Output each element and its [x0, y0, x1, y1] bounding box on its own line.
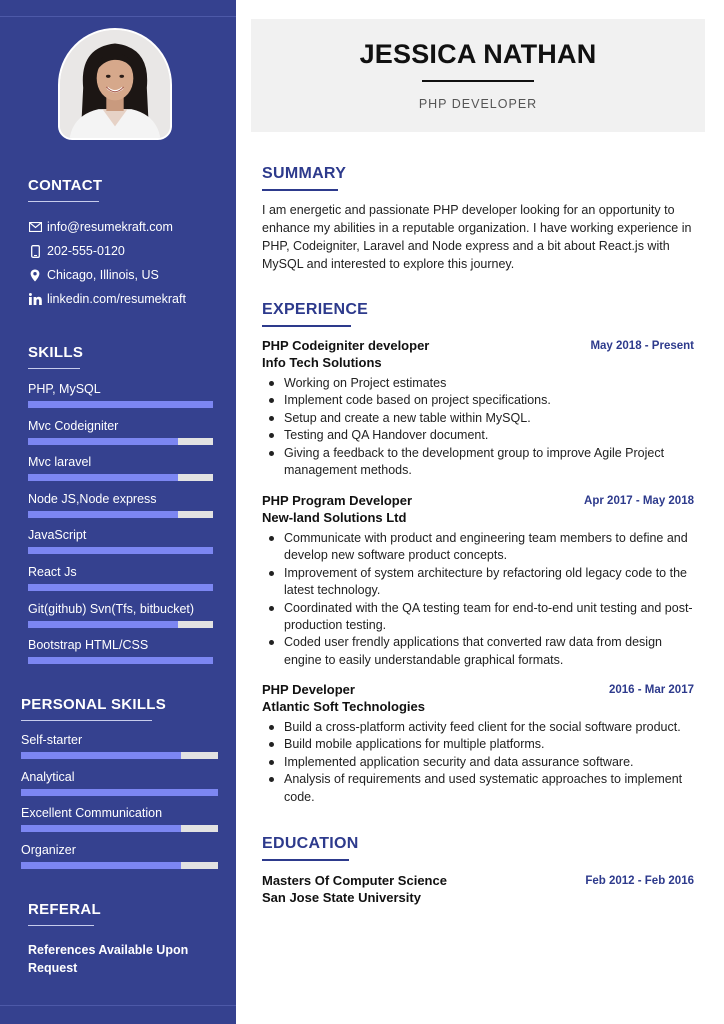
summary-heading: SUMMARY	[262, 165, 347, 182]
skill-bar-fill	[21, 862, 181, 869]
list-item: Communicate with product and engineering team members to define and develop new software product concepts.	[266, 530, 698, 565]
job-date: 2016 - Mar 2017	[608, 684, 694, 696]
job-title: PHP Codeigniter developer	[262, 338, 430, 353]
list-item: Coordinated with the QA testing team for end-to-end unit testing and post-production testing.	[266, 600, 698, 635]
list-item: Coded user frendly applications that converted raw data from design engine to easily understandable graphical formats.	[266, 634, 698, 669]
skill-bar	[28, 438, 213, 445]
skill-label: Mvc Codeigniter	[28, 418, 119, 433]
contact-phone-text: 202-555-0120	[47, 244, 125, 258]
list-item: Testing and QA Handover document.	[266, 427, 698, 444]
list-item: Build mobile applications for multiple platforms.	[266, 736, 698, 753]
summary-text: I am energetic and passionate PHP developer looking for an opportunity to enhance my abilities in a reputable organization. I have working experience in PHP, Codeigniter, Laravel and Node express and a bit about React.js with MySQL and interested to explore this journey.	[262, 203, 692, 271]
name-divider	[422, 80, 534, 82]
skill-bar-fill	[28, 474, 178, 481]
contact-email[interactable]	[28, 218, 173, 236]
skill-bar-fill	[21, 789, 218, 796]
skill-label: React Js	[28, 565, 77, 579]
contact-location-text: Chicago, Illinois, US	[47, 268, 159, 282]
job-bullets	[266, 530, 698, 669]
skill-label: Git(github) Svn(Tfs, bitbucket)	[28, 601, 195, 616]
experience-heading-underline	[262, 325, 351, 327]
skill-bar	[28, 584, 213, 591]
location-icon	[28, 268, 42, 282]
skill-label: Self-starter	[21, 733, 83, 747]
job-bullets	[266, 719, 698, 806]
skill-bar	[28, 401, 213, 408]
contact-linkedin[interactable]	[28, 290, 186, 308]
email-icon	[28, 220, 42, 234]
linkedin-icon	[28, 292, 42, 306]
list-item: Analysis of requirements and used systematic approaches to implement code.	[266, 771, 698, 806]
contact-email-text: info@resumekraft.com	[47, 220, 173, 234]
skill-label: Analytical	[21, 769, 75, 784]
skill-bar	[28, 657, 213, 664]
personal-skills-heading-underline	[21, 720, 152, 721]
skills-heading: SKILLS	[28, 344, 84, 361]
skill-bar	[28, 621, 213, 628]
job-title: PHP Developer	[262, 682, 355, 697]
candidate-role: PHP DEVELOPER	[418, 97, 538, 111]
education-heading: EDUCATION	[262, 835, 359, 852]
experience-heading: EXPERIENCE	[262, 301, 369, 318]
skills-heading-underline	[28, 368, 80, 369]
education-degree: Masters Of Computer Science	[262, 873, 447, 888]
education-date: Feb 2012 - Feb 2016	[585, 875, 694, 887]
candidate-name: JESSICA NATHAN	[359, 39, 597, 69]
skill-bar-fill	[28, 438, 178, 445]
skill-bar-fill	[21, 825, 181, 832]
summary-heading-underline	[262, 189, 338, 191]
skill-bar	[28, 547, 213, 554]
skill-label: Mvc laravel	[28, 455, 92, 470]
list-item: Implement code based on project specifications.	[266, 392, 698, 409]
job-date: May 2018 - Present	[590, 340, 694, 352]
skill-bar-fill	[28, 584, 213, 591]
contact-location	[28, 266, 159, 284]
skill-bar	[21, 862, 218, 869]
personal-skills-heading: PERSONAL SKILLS	[21, 696, 167, 713]
sidebar	[0, 0, 236, 1024]
skill-bar	[21, 825, 218, 832]
skill-label: PHP, MySQL	[28, 382, 101, 396]
skill-bar	[28, 511, 213, 518]
phone-icon	[28, 244, 42, 258]
list-item: Working on Project estimates	[266, 375, 698, 392]
sidebar-bottom-divider	[0, 1005, 236, 1006]
contact-heading-underline	[28, 201, 99, 202]
skill-bar-fill	[28, 511, 178, 518]
referal-heading: REFERAL	[28, 901, 101, 918]
sidebar-top-divider	[0, 16, 236, 17]
job-title: PHP Program Developer	[262, 493, 413, 508]
list-item: Giving a feedback to the development group to improve Agile Project management methods.	[266, 445, 698, 480]
list-item: Implemented application security and data assurance software.	[266, 754, 698, 771]
list-item: Improvement of system architecture by refactoring old legacy code to the latest technology.	[266, 565, 698, 600]
contact-heading: CONTACT	[28, 177, 103, 194]
name-header	[251, 19, 705, 132]
education-heading-underline	[262, 859, 349, 861]
referal-text: References Available Upon Request	[28, 943, 189, 975]
skill-label: Node JS,Node express	[28, 491, 157, 506]
skill-bar	[21, 789, 218, 796]
contact-phone[interactable]	[28, 242, 125, 260]
skill-bar	[28, 474, 213, 481]
skill-label: Organizer	[21, 842, 76, 857]
job-date: Apr 2017 - May 2018	[584, 495, 694, 507]
skill-label: Excellent Communication	[21, 806, 163, 821]
skill-label: JavaScript	[28, 528, 87, 543]
job-bullets	[266, 375, 698, 479]
list-item: Build a cross-platform activity feed client for the social software product.	[266, 719, 698, 736]
skill-bar-fill	[28, 621, 178, 628]
portrait-illustration	[60, 30, 170, 138]
skill-bar-fill	[28, 547, 213, 554]
job-company: Atlantic Soft Technologies	[262, 699, 425, 714]
education-school: San Jose State University	[262, 890, 421, 905]
profile-photo	[58, 28, 172, 140]
skill-bar-fill	[21, 752, 181, 759]
contact-linkedin-text: linkedin.com/resumekraft	[47, 292, 186, 306]
skill-bar-fill	[28, 401, 213, 408]
skill-label: Bootstrap HTML/CSS	[28, 638, 149, 653]
referal-heading-underline	[28, 925, 94, 926]
skill-bar	[21, 752, 218, 759]
skill-bar-fill	[28, 657, 213, 664]
job-company: New-land Solutions Ltd	[262, 510, 407, 525]
list-item: Setup and create a new table within MySQL.	[266, 410, 698, 427]
job-company: Info Tech Solutions	[262, 355, 382, 370]
